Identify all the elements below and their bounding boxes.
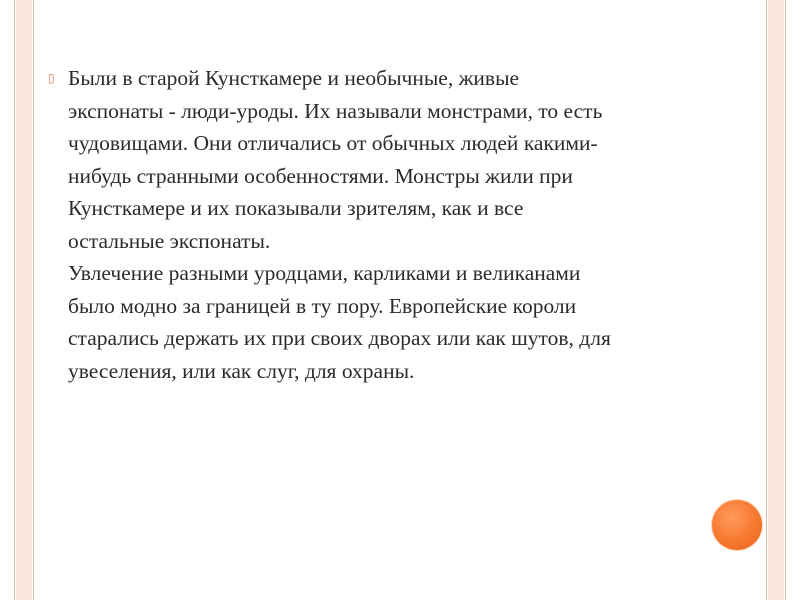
text-line: остальные экспонаты. [68,228,271,253]
frame-right-outer-line [785,0,786,600]
text-line: нибудь странными особенностями. Монстры жили при [68,163,573,188]
text-line: увеселения, или как слуг, для охраны. [68,358,415,383]
frame-left-band [16,0,32,600]
frame-right-band [768,0,784,600]
text-line: Кунсткамере и их показывали зрителям, как и все [68,196,524,220]
text-line: чудовищами. Они отличались от обычных людей какими- [68,131,598,155]
body-text [68,62,611,387]
text-line: Были в старой Кунсткамере и необычные, живые [68,66,520,90]
slide-content [48,62,760,387]
bullet-icon: ▯ [48,71,55,85]
frame-right-inner-line [766,0,767,600]
text-line: Увлечение разными уродцами, карликами и великанами [68,261,581,285]
text-line: старались держать их при своих дворах или как шутов, для [68,326,611,350]
frame-left-inner-line [33,0,34,600]
bullet-item [48,62,760,387]
frame-left-outer-line [14,0,15,600]
text-line: было модно за границей в ту пору. Европейские короли [68,293,577,318]
decorative-orange-circle [712,500,762,550]
text-line: экспонаты - люди-уроды. Их называли монстрами, то есть [68,98,603,123]
